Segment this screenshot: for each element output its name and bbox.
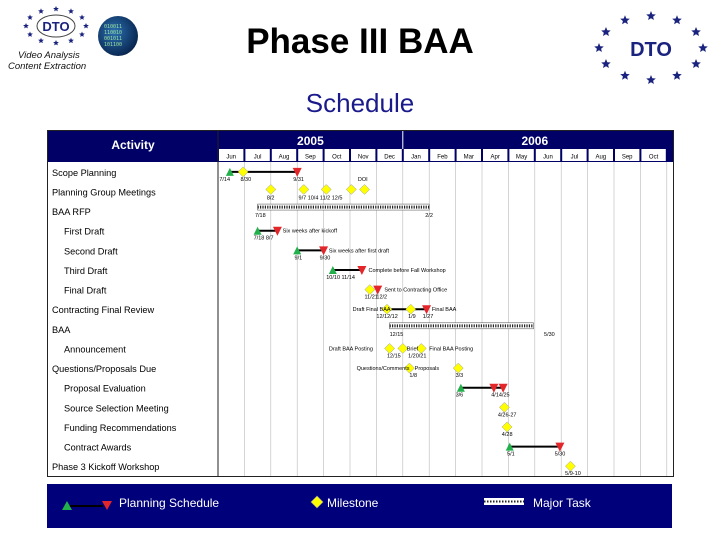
milestone-marker	[360, 184, 370, 194]
legend-planning-schedule: Planning Schedule	[119, 496, 220, 510]
star-icon	[620, 15, 630, 24]
schedule-gantt-chart	[47, 130, 674, 477]
star-icon	[79, 15, 85, 20]
annotation-label: 8/2	[266, 195, 275, 202]
activity-label: Funding Recommendations	[64, 422, 177, 433]
milestone-marker	[499, 402, 509, 412]
activity-label: Source Selection Meeting	[64, 403, 169, 414]
activity-label: Scope Planning	[52, 167, 117, 178]
milestone-marker	[321, 184, 331, 194]
milestone-marker	[406, 304, 416, 314]
milestone-marker	[238, 167, 248, 177]
star-ring-icon	[588, 4, 714, 90]
star-icon	[68, 38, 74, 43]
milestone-marker	[346, 184, 356, 194]
star-icon	[620, 71, 630, 80]
major-task-bar	[390, 323, 534, 329]
annotation-label: Six weeks after kickoff	[282, 228, 337, 235]
annotation-label: 1/27	[422, 314, 434, 321]
activity-label: Announcement	[64, 344, 126, 355]
activity-column-header: Activity	[111, 138, 155, 152]
star-icon	[594, 43, 604, 52]
milestone-marker	[385, 343, 395, 353]
annotation-label: 5/30	[544, 331, 555, 338]
annotation-label: 9/1	[294, 255, 303, 262]
dto-logo-left	[8, 4, 148, 70]
annotation-label: Draft Final BAA	[352, 307, 391, 314]
legend-milestone: Milestone	[327, 496, 379, 510]
star-icon	[672, 71, 682, 80]
year-label: 2005	[297, 134, 324, 148]
star-icon	[27, 32, 33, 37]
annotation-label: 7/14	[219, 176, 231, 183]
logo-caption-line-1: Video Analysis	[18, 50, 80, 61]
milestone-marker	[565, 461, 575, 471]
month-label: Jun	[226, 154, 237, 161]
month-label: Feb	[437, 154, 448, 161]
month-label: Aug	[595, 154, 607, 161]
milestone-marker	[266, 184, 276, 194]
milestone-marker	[502, 422, 512, 432]
star-icon	[38, 38, 44, 43]
annotation-label: Proposals	[414, 366, 440, 373]
annotation-label: 7/18	[254, 213, 266, 220]
legend-major-task: Major Task	[533, 496, 591, 510]
annotation-label: 12/15	[389, 331, 404, 338]
video-analysis-globe-icon: 010011 110010 001011 101100	[98, 16, 138, 56]
annotation-label: Final BAA	[431, 307, 457, 314]
legend-bar	[47, 484, 672, 528]
dto-badge-label: DTO	[42, 19, 70, 34]
major-task-bar	[258, 204, 430, 210]
annotation-label: 1/20/21	[408, 353, 427, 360]
month-label: Jul	[570, 154, 579, 161]
activity-label: Proposal Evaluation	[64, 383, 146, 394]
activity-label: Second Draft	[64, 246, 118, 257]
page-title: Phase III BAA	[246, 22, 474, 61]
milestone-marker	[453, 363, 463, 373]
milestone-marker	[299, 184, 309, 194]
month-label: Oct	[648, 154, 659, 161]
activity-label: Final Draft	[64, 285, 107, 296]
dto-logo-right	[588, 4, 714, 90]
activity-label: Contracting Final Review	[52, 305, 155, 316]
gantt-svg	[48, 131, 673, 476]
annotation-label: 4/14/25	[491, 392, 510, 399]
annotation-label: 12/15	[386, 353, 401, 360]
star-icon	[601, 27, 611, 36]
annotation-label: 5/1	[507, 451, 515, 458]
activity-label: Contract Awards	[64, 442, 132, 453]
annotation-label: Draft BAA Posting	[328, 346, 373, 353]
month-label: Mar	[463, 154, 474, 161]
annotation-label: Complete before Fall Workshop	[368, 267, 446, 274]
activity-label: Phase 3 Kickoff Workshop	[52, 462, 160, 473]
annotation-label: 3/6	[455, 392, 464, 399]
annotation-label: 5/30	[554, 451, 566, 458]
month-label: May	[515, 154, 528, 161]
annotation-label: 10/10 11/14	[326, 274, 355, 281]
annotation-label: 11/21	[364, 294, 378, 301]
star-icon	[691, 27, 701, 36]
star-icon	[53, 6, 59, 11]
annotation-label: 9/30	[319, 255, 331, 262]
month-label: Sep	[305, 154, 316, 161]
month-label: Nov	[357, 154, 369, 161]
star-icon	[23, 23, 29, 28]
star-icon	[691, 59, 701, 68]
annotation-label: 1/8	[409, 373, 418, 380]
annotation-label: Final BAA Posting	[429, 346, 474, 353]
annotation-label: 9/31	[293, 176, 304, 183]
month-label: Sep	[621, 154, 633, 161]
month-label: Aug	[278, 154, 290, 161]
annotation-label: DOI	[357, 176, 368, 183]
star-icon	[38, 8, 44, 13]
dto-logo-label: DTO	[630, 39, 672, 61]
month-label: Jan	[411, 154, 421, 161]
annotation-label: Brief	[406, 346, 419, 353]
star-icon	[27, 15, 33, 20]
activity-label: Questions/Proposals Due	[52, 364, 157, 375]
star-icon	[79, 32, 85, 37]
activity-label: BAA	[52, 324, 71, 335]
milestone-marker	[365, 285, 375, 295]
year-label: 2006	[521, 134, 549, 148]
month-label: Apr	[490, 154, 500, 161]
star-icon	[698, 43, 708, 52]
annotation-label: 8/30	[240, 176, 252, 183]
month-label: Jun	[543, 154, 553, 161]
annotation-label: Questions/Comments	[356, 366, 410, 373]
activity-label: Planning Group Meetings	[52, 187, 156, 198]
annotation-label: 12/2	[376, 294, 388, 301]
star-icon	[672, 15, 682, 24]
annotation-label: Sent to Contracting Office	[384, 287, 448, 294]
month-label: Jul	[253, 154, 262, 161]
star-icon	[68, 8, 74, 13]
star-icon	[646, 11, 656, 20]
activity-label: BAA RFP	[52, 207, 91, 218]
annotation-label: 7/18 8/7	[253, 235, 274, 242]
annotation-label: Six weeks after first draft	[328, 248, 390, 255]
logo-caption-line-2: Content Extraction	[8, 61, 87, 72]
month-label: Oct	[332, 154, 342, 161]
annotation-label: 12/12/12	[376, 314, 398, 321]
annotation-label: 3/3	[455, 373, 464, 380]
annotation-label: 9/7 10/4 11/2 12/5	[298, 195, 343, 202]
star-icon	[646, 75, 656, 84]
star-icon	[53, 40, 59, 45]
star-icon	[601, 59, 611, 68]
annotation-label: 1/9	[408, 314, 416, 321]
activity-label: First Draft	[64, 226, 105, 237]
annotation-label: 2/2	[425, 213, 433, 220]
activity-label: Third Draft	[64, 265, 108, 276]
page-subtitle: Schedule	[305, 88, 415, 118]
star-icon	[83, 23, 89, 28]
annotation-label: 4/26-27	[497, 412, 517, 419]
milestone-diamond-icon	[311, 496, 323, 508]
annotation-label: 5/9-10	[565, 471, 581, 476]
annotation-label: 4/28	[501, 431, 513, 438]
finish-triangle-icon	[102, 501, 112, 510]
month-label: Dec	[384, 154, 395, 161]
